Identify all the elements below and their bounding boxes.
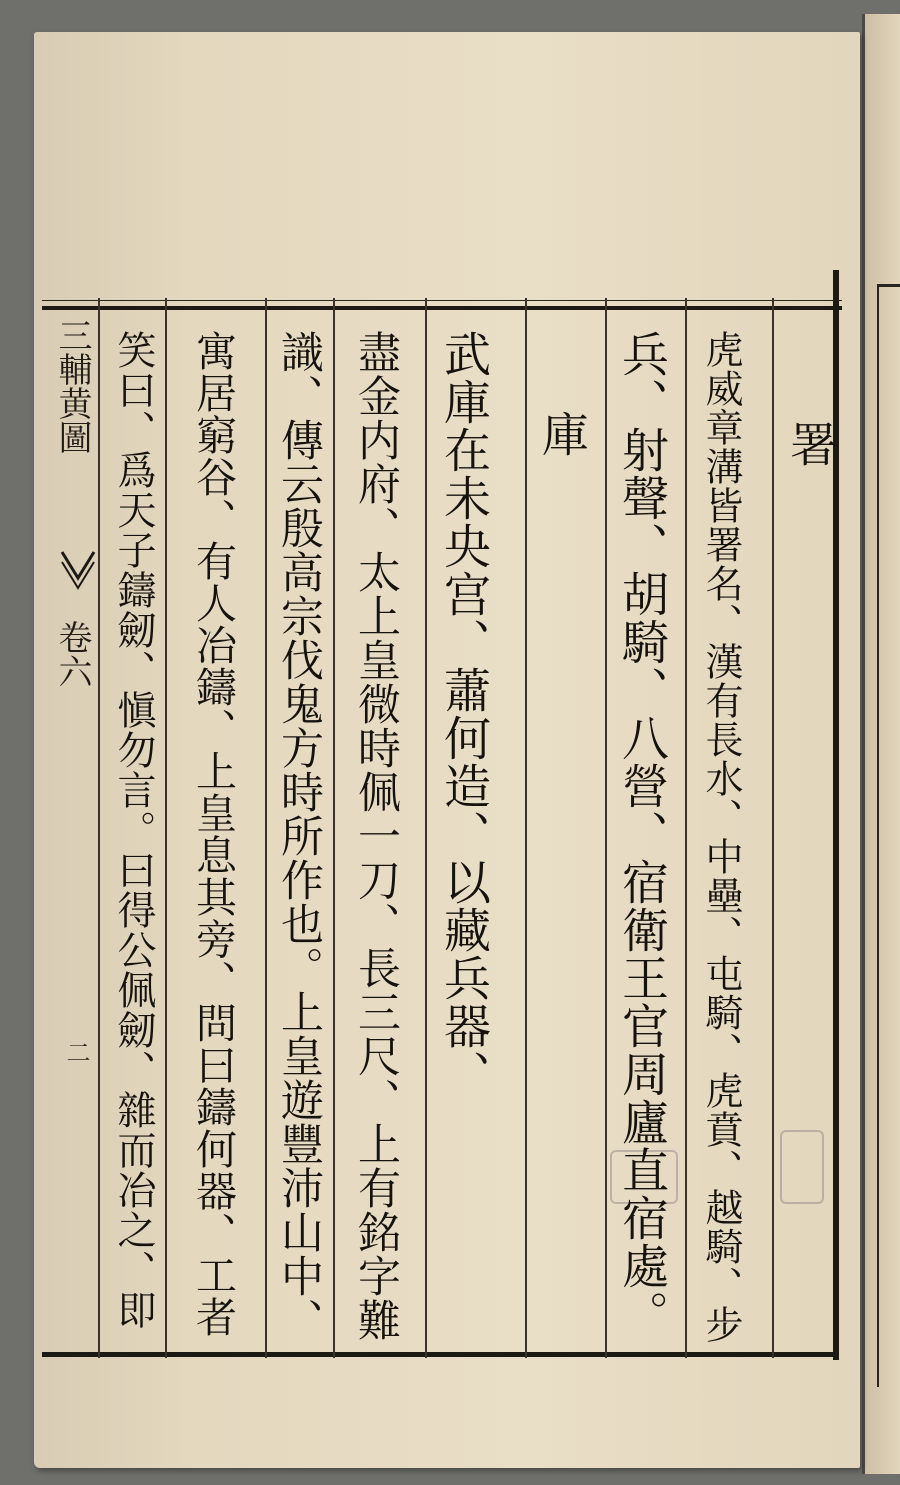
faint-stamp-mark <box>780 1130 824 1204</box>
text-column: 盡金内府、太上皇微時佩一刀、長三尺、上有銘字難 <box>351 330 401 1342</box>
frame-bottom-rule <box>42 1352 837 1357</box>
column-divider <box>605 298 607 1358</box>
column-divider <box>98 298 100 1358</box>
frame-top-thin-rule <box>42 300 842 301</box>
column-divider <box>685 298 687 1358</box>
adjacent-page-edge <box>862 14 900 1474</box>
margin-title: 三輔黄圖 <box>52 318 92 454</box>
column-divider <box>265 298 267 1358</box>
page-number: 二 <box>62 1040 90 1064</box>
text-column-heading-ku: 庫 <box>534 410 589 458</box>
text-column: 笑曰、爲天子鑄劒、愼勿言。曰得公佩劒、雜而冶之、即 <box>111 330 156 1330</box>
text-column-heading-shu: 署 <box>782 420 837 468</box>
text-column: 武庫在未央宫、蕭何造、以藏兵器、 <box>436 330 491 1098</box>
text-column: 兵、射聲、胡騎、八營、宿衛王官周廬直宿處。 <box>614 330 669 1338</box>
margin-volume: 卷六 <box>52 620 92 688</box>
column-divider <box>525 298 527 1358</box>
column-divider <box>165 298 167 1358</box>
column-divider <box>333 298 335 1358</box>
frame-top-rule <box>42 306 842 310</box>
text-column: 虎威章溝皆署名、漢有長水、中壘、屯騎、虎賁、越騎、步 <box>699 330 743 1344</box>
adjacent-page-frame <box>877 284 900 1387</box>
text-column: 識、傳云殷高宗伐鬼方時所作也。上皇遊豐沛山中、 <box>274 330 324 1342</box>
column-divider <box>425 298 427 1358</box>
column-divider <box>772 298 774 1358</box>
fish-tail-mark-icon <box>58 548 98 608</box>
text-column: 寓居窮谷、有人冶鑄、上皇息其旁、問曰鑄何器、工者 <box>189 330 237 1338</box>
